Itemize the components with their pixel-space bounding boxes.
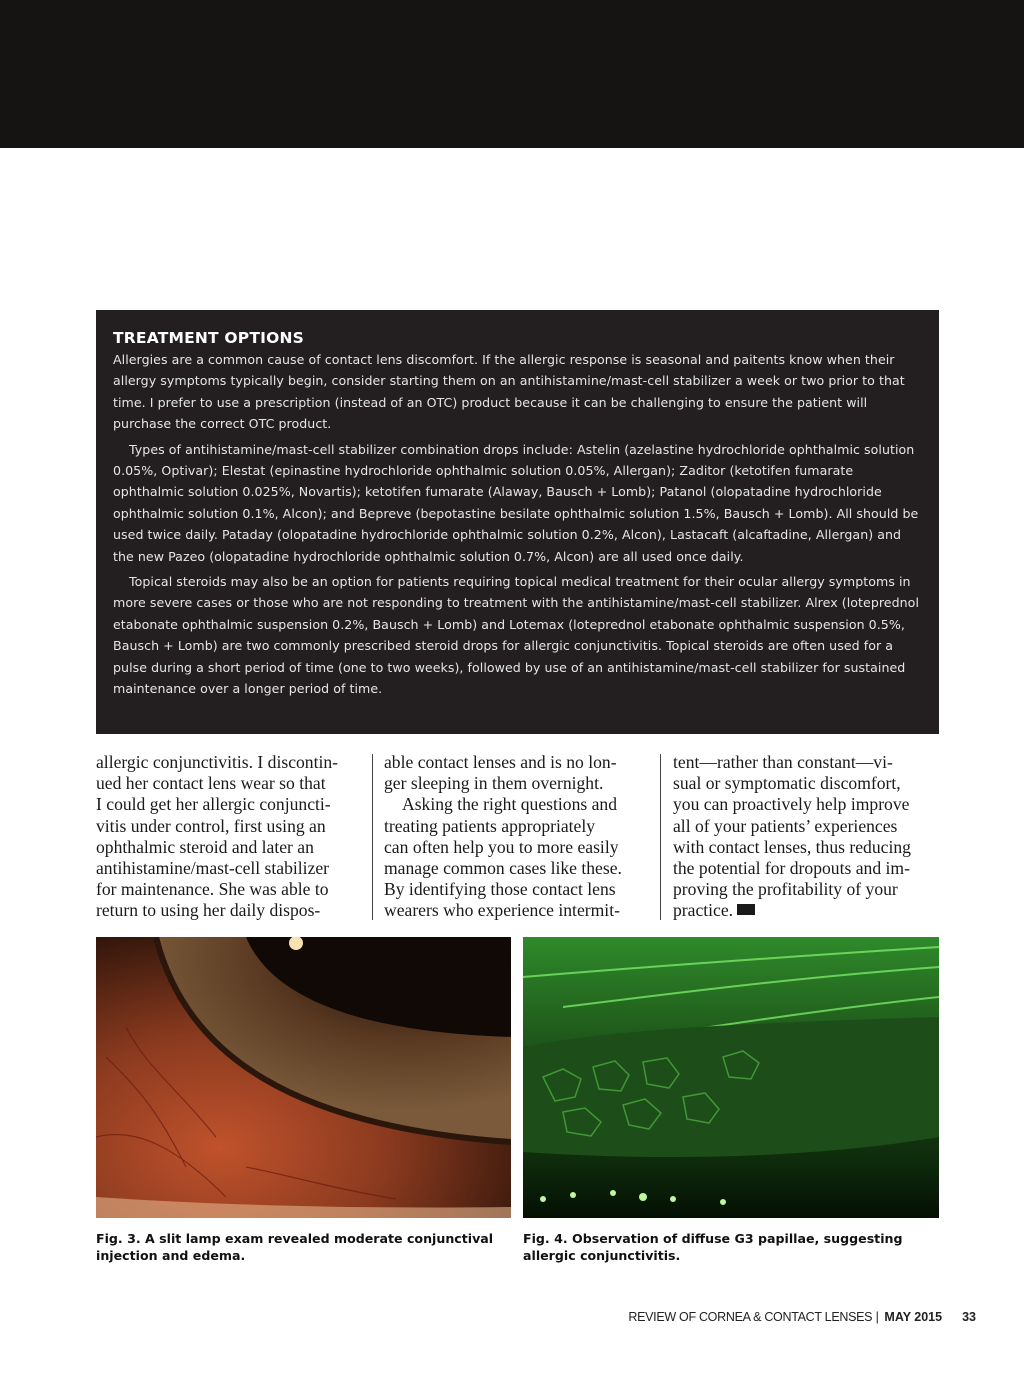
sidebar-title: TREATMENT OPTIONS bbox=[113, 329, 305, 347]
body-line: allergic conjunctivitis. I discontin- bbox=[96, 752, 339, 772]
body-column-2 bbox=[384, 752, 646, 922]
figure-4-papillae-photo bbox=[523, 937, 939, 1218]
page-footer bbox=[628, 1310, 976, 1324]
end-of-article-logo bbox=[737, 904, 755, 915]
body-line: ger sleeping in them overnight. bbox=[384, 773, 604, 794]
body-line: proving the profitability of your bbox=[673, 879, 898, 900]
slit-lamp-image bbox=[96, 937, 511, 1218]
body-line: the potential for dropouts and im- bbox=[673, 858, 910, 879]
body-line: I could get her allergic conjuncti- bbox=[96, 794, 331, 815]
body-line: return to using her daily dispos- bbox=[96, 900, 321, 921]
body-line: wearers who experience intermit- bbox=[384, 900, 620, 921]
column-divider bbox=[660, 754, 661, 920]
body-line-last bbox=[673, 900, 940, 921]
body-line: for maintenance. She was able to bbox=[96, 879, 329, 900]
body-line: ophthalmic steroid and later an bbox=[96, 836, 314, 857]
column-divider bbox=[372, 754, 373, 920]
issue-date: MAY 2015 bbox=[884, 1310, 943, 1324]
sidebar-paragraph: Types of antihistamine/mast-cell stabilizer combination drops include: Astelin (azelastine hydrochloride ophthalmic solution 0.05%, Optivar); Elestat (epinastine hydrochloride ophthalmic solution 0.05%, Allergan); Zaditor (ketotifen fumarate ophthalmic solution 0.025%, Novartis); ketotifen fumarate (Alaway, Bausch + Lomb); Patanol (olopatadine hydrochloride ophthalmic solution 0.1%, Alcon); and Bepreve (bepotastine besilate ophthalmic solution 1.5%, Bausch + Lomb). All should be used twice daily. Pataday (olopatadine hydrochloride ophthalmic solution 0.2%, Alcon), Lastacaft (alcaftadine, Allergan) and the new Pazeo (olopatadine hydrochloride ophthalmic solution 0.7%, Alcon) are all used once daily. bbox=[113, 441, 919, 564]
body-line: sual or symptomatic discomfort, bbox=[673, 773, 901, 794]
body-line: tent—rather than constant—vi- bbox=[673, 752, 893, 772]
article-body bbox=[96, 752, 940, 920]
body-line: ued her contact lens wear so that bbox=[96, 773, 326, 794]
body-line-text: practice. bbox=[673, 900, 734, 921]
body-line: vitis under control, first using an bbox=[96, 815, 326, 836]
sidebar-paragraph: Allergies are a common cause of contact lens discomfort. If the allergic response is seasonal and paitents know when their allergy symptoms typically begin, consider starting them on an antihistamine/mast-cell stabilizer a week or two prior to that time. I prefer to use a prescription (instead of an OTC) product because it can be challenging to ensure the patient will purchase the correct OTC product. bbox=[113, 352, 905, 432]
fluorescein-image bbox=[523, 937, 939, 1218]
body-column-3 bbox=[673, 752, 940, 922]
figure-3-caption: Fig. 3. A slit lamp exam revealed moderate conjunctival injection and edema. bbox=[96, 1231, 494, 1263]
body-line: antihistamine/mast-cell stabilizer bbox=[96, 858, 330, 879]
body-line: Asking the right questions and bbox=[402, 794, 618, 815]
footer-separator: | bbox=[872, 1310, 883, 1324]
body-line: able contact lenses and is no lon- bbox=[384, 752, 617, 772]
figure-4-caption: Fig. 4. Observation of diffuse G3 papillae, suggesting allergic conjunctivitis. bbox=[523, 1231, 903, 1263]
figure-3-slit-lamp-photo bbox=[96, 937, 511, 1218]
body-line: with contact lenses, thus reducing bbox=[673, 836, 911, 857]
publication-name: REVIEW OF CORNEA & CONTACT LENSES bbox=[628, 1310, 873, 1324]
body-line: all of your patients’ experiences bbox=[673, 815, 898, 836]
body-line: you can proactively help improve bbox=[673, 794, 910, 815]
body-column-1 bbox=[96, 752, 358, 922]
body-line: treating patients appropriately bbox=[384, 815, 596, 836]
body-line: By identifying those contact lens bbox=[384, 879, 616, 900]
treatment-options-sidebar bbox=[96, 310, 939, 734]
page-number: 33 bbox=[962, 1310, 976, 1324]
body-line: manage common cases like these. bbox=[384, 858, 622, 879]
header-photo-band bbox=[0, 0, 1024, 148]
body-line: can often help you to more easily bbox=[384, 836, 619, 857]
sidebar-paragraph: Topical steroids may also be an option for patients requiring topical medical treatment for their ocular allergy symptoms in more severe cases or those who are not responding to treatment with the antihistamine/mast-cell stabilizer. Alrex (loteprednol etabonate ophthalmic suspension 0.2%, Bausch + Lomb) and Lotemax (loteprednol etabonate ophthalmic suspension 0.5%, Bausch + Lomb) are two commonly prescribed steroid drops for allergic conjunctivitis. Topical steroids are often used for a pulse during a short period of time (one to two weeks), followed by use of an antihistamine/mast-cell stabilizer for sustained maintenance over a longer period of time. bbox=[113, 574, 919, 697]
